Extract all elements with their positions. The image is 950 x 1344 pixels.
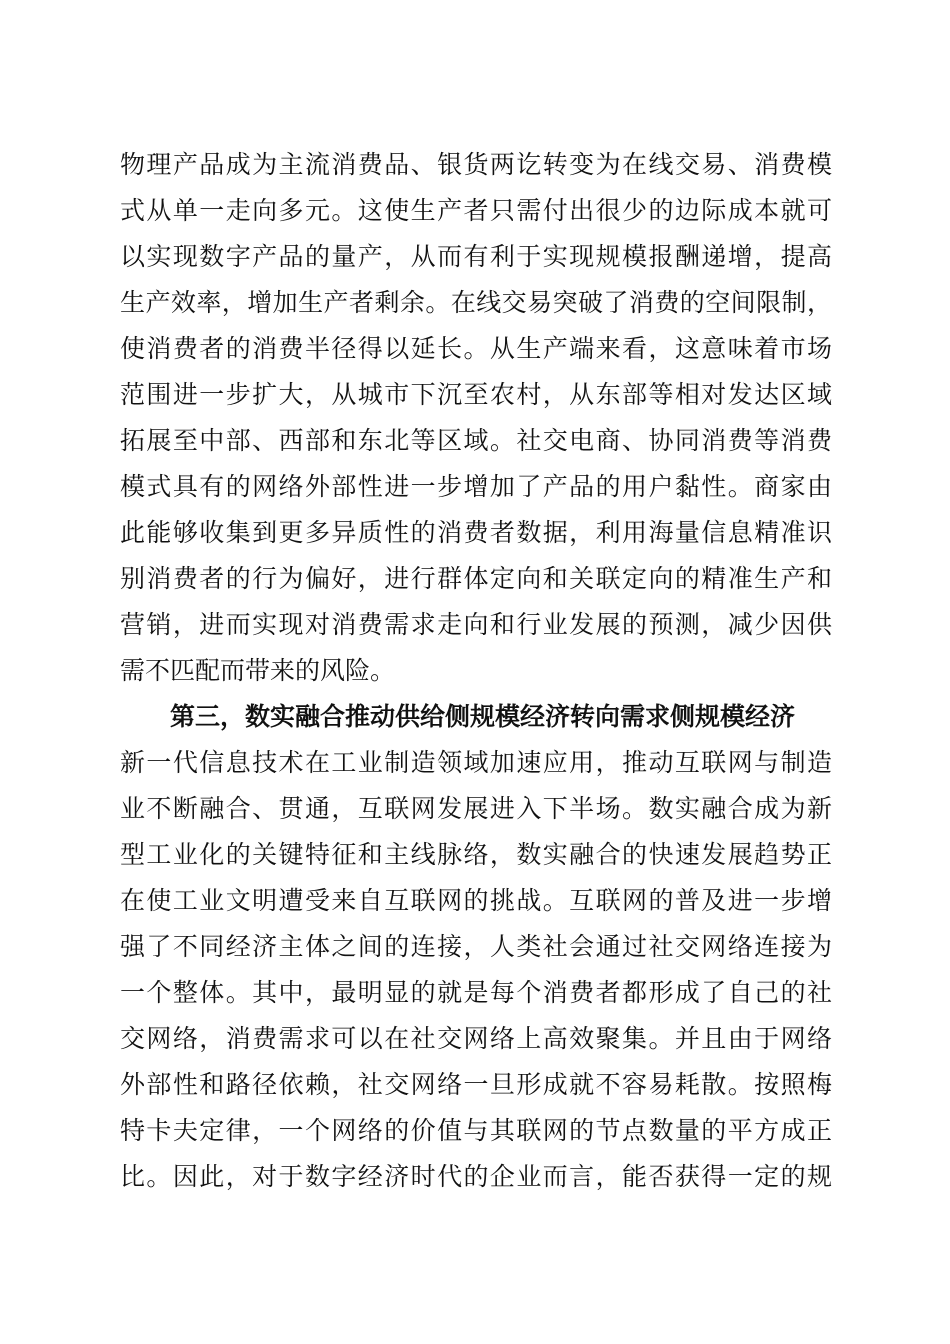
- text-line: 外部性和路径依赖，社交网络一旦形成就不容易耗散。按照梅: [120, 1070, 832, 1099]
- text-line: 业不断融合、贯通，互联网发展进入下半场。数实融合成为新: [120, 794, 832, 823]
- text-line: 在使工业文明遭受来自互联网的挑战。互联网的普及进一步增: [120, 886, 832, 915]
- text-line: 需不匹配而带来的风险。: [120, 656, 396, 685]
- text-line: 型工业化的关键特征和主线脉络，数实融合的快速发展趋势正: [120, 840, 832, 869]
- text-line: 范围进一步扩大，从城市下沉至农村，从东部等相对发达区域: [120, 380, 832, 409]
- text-line: 模式具有的网络外部性进一步增加了产品的用户黏性。商家由: [120, 472, 832, 501]
- text-line: 物理产品成为主流消费品、银货两讫转变为在线交易、消费模: [120, 150, 832, 179]
- text-line: 强了不同经济主体之间的连接，人类社会通过社交网络连接为: [120, 932, 832, 961]
- text-line: 拓展至中部、西部和东北等区域。社交电商、协同消费等消费: [120, 426, 832, 455]
- text-line: 交网络，消费需求可以在社交网络上高效聚集。并且由于网络: [120, 1024, 832, 1053]
- text-line: 新一代信息技术在工业制造领域加速应用，推动互联网与制造: [120, 748, 832, 777]
- text-line: 式从单一走向多元。这使生产者只需付出很少的边际成本就可: [120, 196, 832, 225]
- body-text: [120, 142, 832, 1200]
- text-line: 生产效率，增加生产者剩余。在线交易突破了消费的空间限制，: [120, 288, 832, 317]
- paragraph-2: [120, 740, 832, 1200]
- text-line: 使消费者的消费半径得以延长。从生产端来看，这意味着市场: [120, 334, 832, 363]
- text-line: 别消费者的行为偏好，进行群体定向和关联定向的精准生产和: [120, 564, 832, 593]
- section-heading: 第三，数实融合推动供给侧规模经济转向需求侧规模经济: [170, 702, 796, 731]
- text-line: 一个整体。其中，最明显的就是每个消费者都形成了自己的社: [120, 978, 832, 1007]
- paragraph-1: [120, 142, 832, 694]
- text-line: 特卡夫定律，一个网络的价值与其联网的节点数量的平方成正: [120, 1116, 832, 1145]
- text-line: 营销，进而实现对消费需求走向和行业发展的预测，减少因供: [120, 610, 832, 639]
- text-line: 此能够收集到更多异质性的消费者数据，利用海量信息精准识: [120, 518, 832, 547]
- text-line: 以实现数字产品的量产，从而有利于实现规模报酬递增，提高: [120, 242, 832, 271]
- text-line: 比。因此，对于数字经济时代的企业而言，能否获得一定的规: [120, 1162, 832, 1191]
